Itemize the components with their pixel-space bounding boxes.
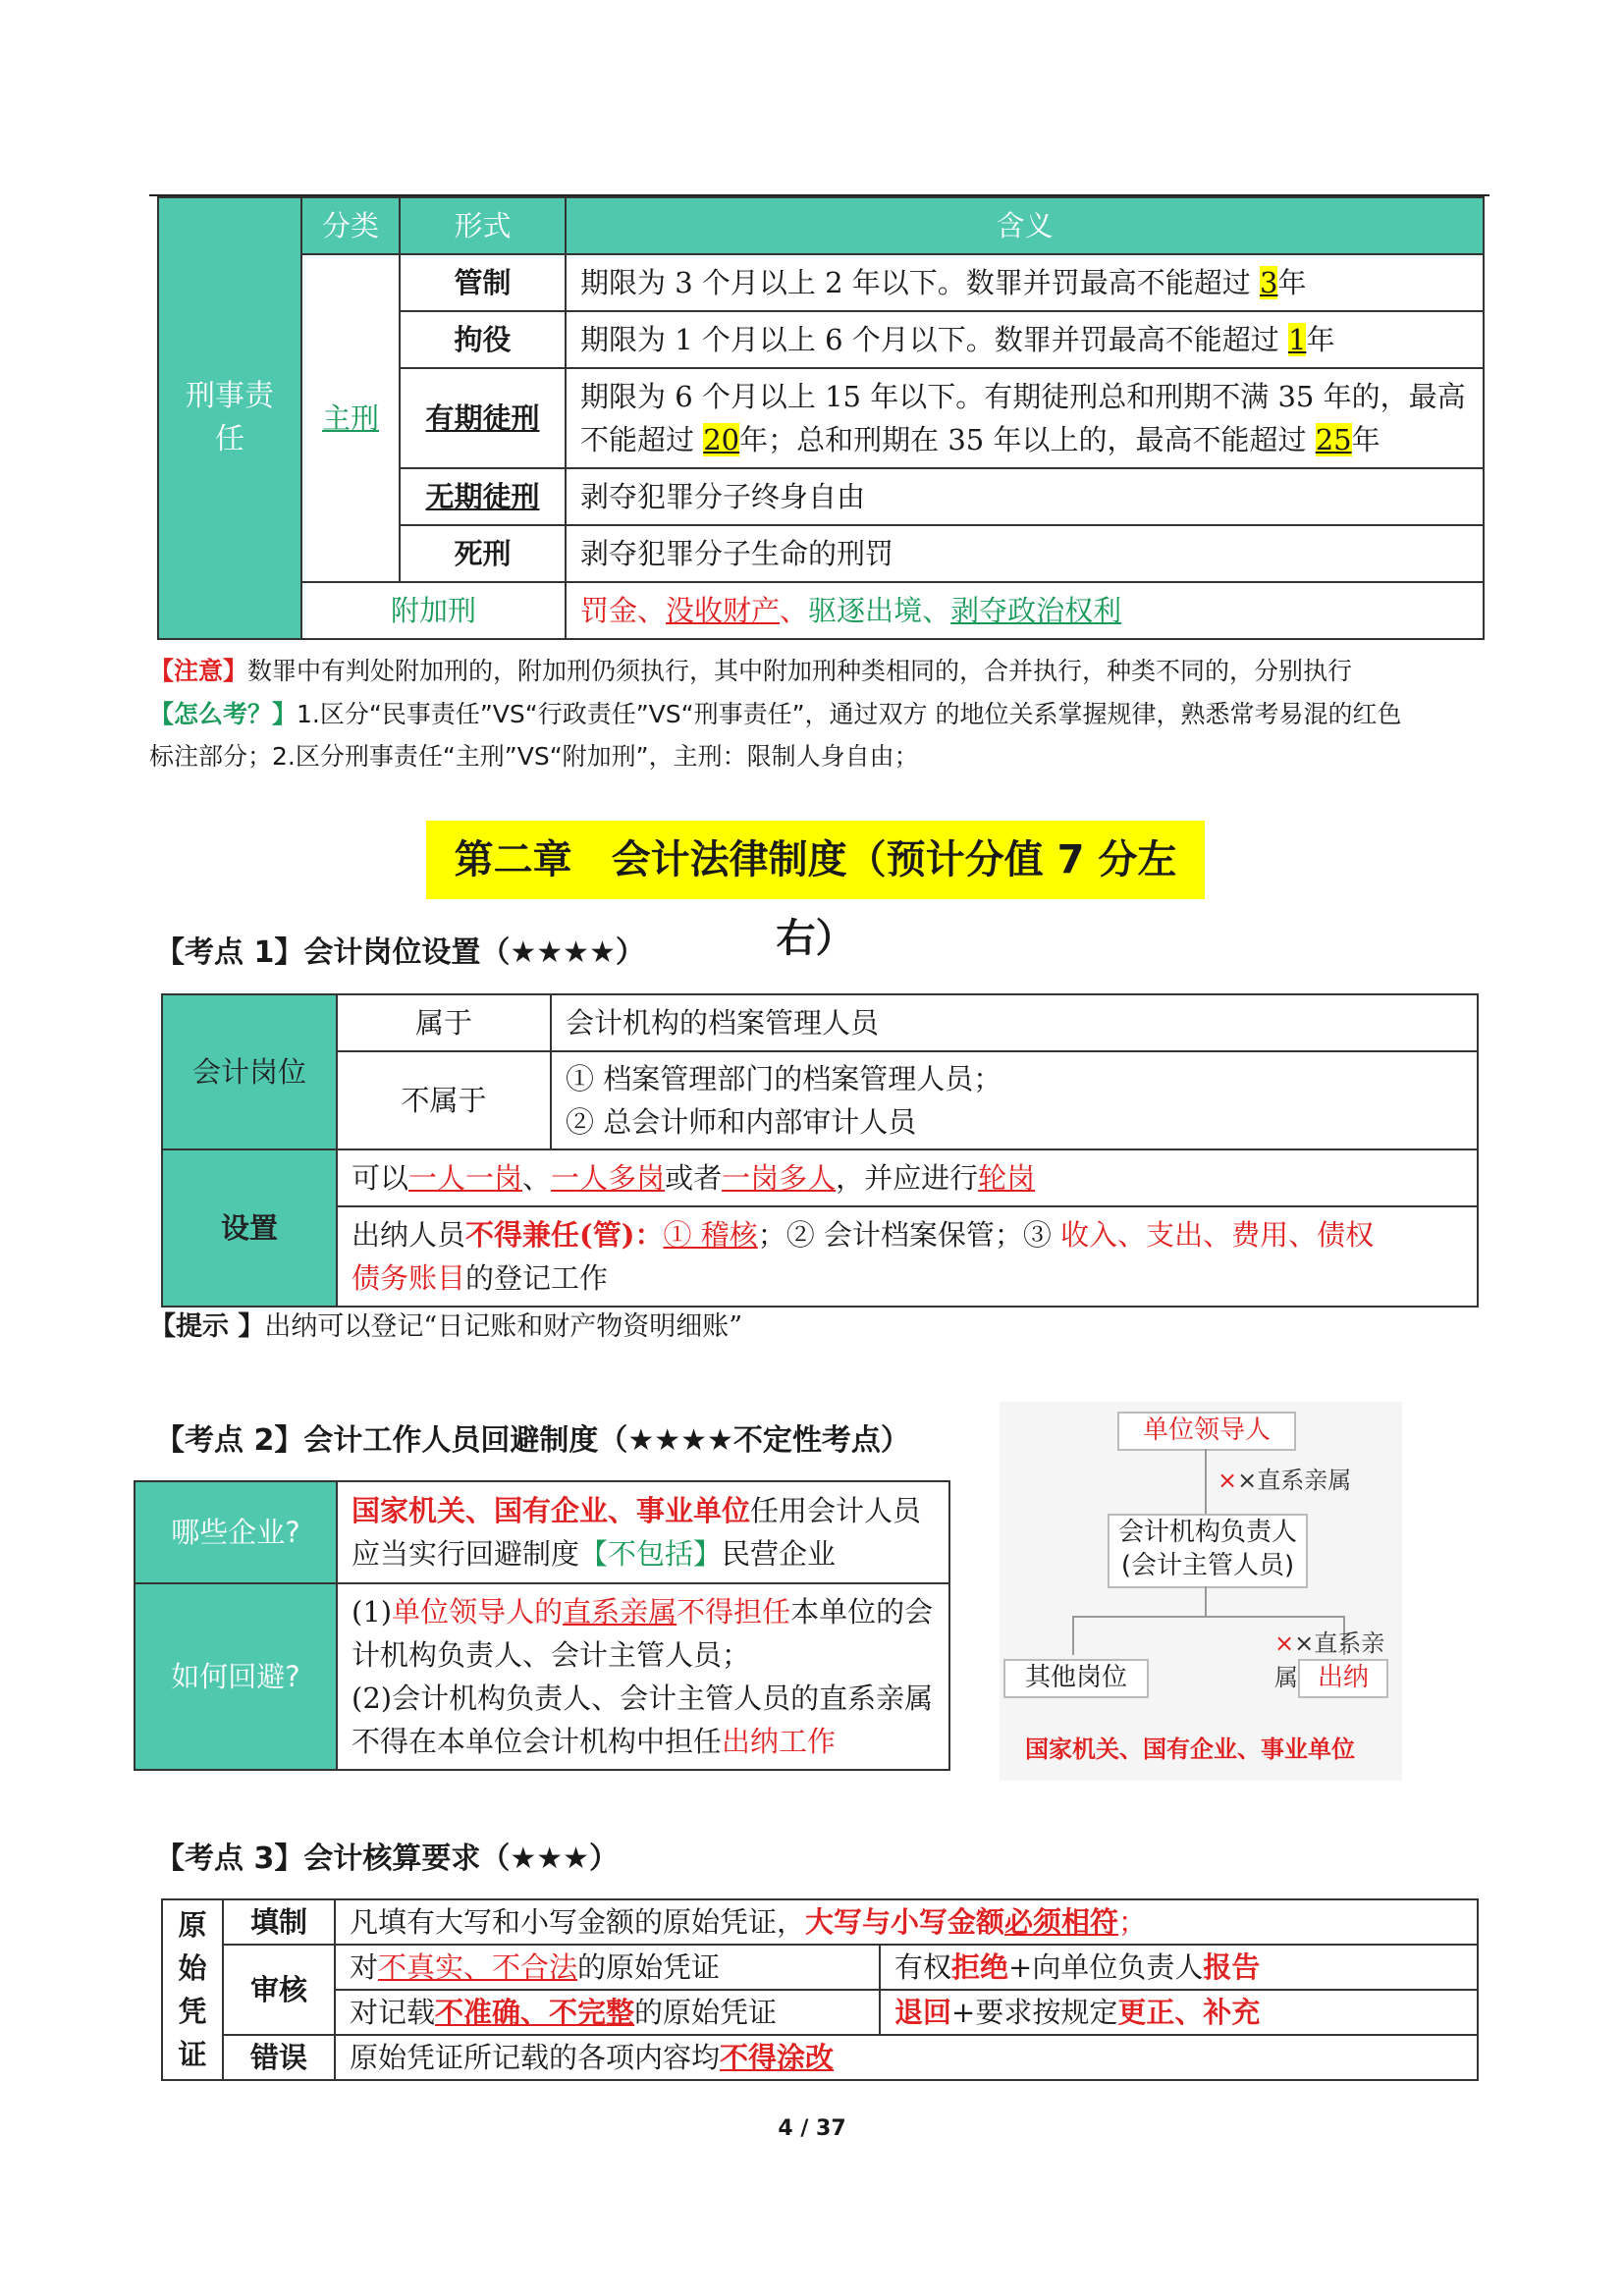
additional-label: 附加刑 <box>301 582 566 639</box>
flow-rel-1: ××直系亲属 <box>1218 1467 1352 1494</box>
additional-items: 罚金、没收财产、驱逐出境、剥夺政治权利 <box>566 582 1484 639</box>
flow-caption: 国家机关、国有企业、事业单位 <box>1025 1735 1355 1763</box>
category-main: 主刑 <box>301 254 400 582</box>
flow-left-line <box>1072 1616 1074 1655</box>
kp3-err-label: 错误 <box>223 2035 335 2080</box>
meaning-guanzhi: 期限为 3 个月以上 2 年以下。数罪并罚最高不能超过 3年 <box>566 254 1484 311</box>
meaning-wuqi: 剥夺犯罪分子终身自由 <box>566 468 1484 525</box>
kp1-tip: 【提示 】出纳可以登记“日记账和财产物资明细账” <box>149 1311 743 1342</box>
meaning-sixing: 剥夺犯罪分子生命的刑罚 <box>566 525 1484 582</box>
kp1-table <box>161 993 1479 1308</box>
kp3-fill: 凡填有大写和小写金额的原始凭证，大写与小写金额必须相符； <box>335 1899 1478 1945</box>
kp3-title: 【考点 3】会计核算要求（★★★） <box>155 1842 620 1876</box>
kp1-setting-1: 可以一人一岗、一人多岗或者一岗多人，并应进行轮岗 <box>337 1149 1478 1206</box>
flow-left: 其他岗位 <box>1003 1659 1149 1698</box>
flow-mid: 会计机构负责人 (会计主管人员) <box>1108 1514 1308 1588</box>
kp3-table <box>161 1898 1479 2081</box>
form-guanzhi: 管制 <box>400 254 566 311</box>
kp3-audit-2: 对记载不准确、不完整的原始凭证 <box>335 1990 880 2035</box>
kp2-a2: (1)单位领导人的直系亲属不得担任本单位的会计机构负责人、会计主管人员； (2)会计机构负责人、会计主管人员的直系亲属不得在本单位会计机构中担任出纳工作 <box>337 1583 949 1770</box>
chapter-title: 第二章 会计法律制度（预计分值 7 分左右） <box>426 821 1205 899</box>
kp3-fill-label: 填制 <box>223 1899 335 1945</box>
penalty-side-label: 刑事责任 <box>158 197 301 639</box>
kp1-notbelong-value: ① 档案管理部门的档案管理人员； ② 总会计师和内部审计人员 <box>551 1051 1478 1149</box>
kp2-a1: 国家机关、国有企业、事业单位任用会计人员应当实行回避制度【不包括】民营企业 <box>337 1481 949 1583</box>
kp3-err: 原始凭证所记载的各项内容均不得涂改 <box>335 2035 1478 2080</box>
flow-branch <box>1072 1616 1345 1618</box>
kp1-belong-label: 属于 <box>337 994 551 1051</box>
form-youqi: 有期徒刑 <box>400 368 566 468</box>
kp2-table <box>134 1480 950 1771</box>
kp1-notbelong-label: 不属于 <box>337 1051 551 1149</box>
kp3-audit-1: 对不真实、不合法的原始凭证 <box>335 1945 880 1990</box>
meaning-youqi: 期限为 6 个月以上 15 年以下。有期徒刑总和刑期不满 35 年的，最高不能超过 20年；总和刑期在 35 年以上的，最高不能超过 25年 <box>566 368 1484 468</box>
kp2-q2: 如何回避? <box>135 1583 337 1770</box>
attention-note: 【注意】数罪中有判处附加刑的，附加刑仍须执行，其中附加刑种类相同的，合并执行，种类不同的，分别执行 <box>149 657 1353 685</box>
flow-rel-2: ××直系亲属 <box>1274 1629 1385 1691</box>
how-note: 【怎么考？】1.区分“民事责任”VS“行政责任”VS“刑事责任”，通过双方 的地位关系掌握规律，熟悉常考易混的红色 标注部分；2.区分刑事责任“主刑”VS“附加刑”，主刑：限制人身自由； <box>149 700 1402 771</box>
kp1-belong-value: 会计机构的档案管理人员 <box>551 994 1478 1051</box>
kp1-setting-label: 设置 <box>162 1149 337 1307</box>
avoidance-diagram <box>1000 1402 1402 1781</box>
header-category: 分类 <box>301 197 400 254</box>
kp1-title: 【考点 1】会计岗位设置（★★★★） <box>155 935 645 970</box>
header-meaning: 含义 <box>566 197 1484 254</box>
kp3-audit-2-action: 退回+要求按规定更正、补充 <box>880 1990 1478 2035</box>
flow-arrow-1 <box>1205 1449 1207 1514</box>
form-sixing: 死刑 <box>400 525 566 582</box>
flow-arrow-2 <box>1205 1586 1207 1616</box>
kp2-q1: 哪些企业? <box>135 1481 337 1583</box>
kp1-post-label: 会计岗位 <box>162 994 337 1149</box>
form-juyi: 拘役 <box>400 311 566 368</box>
page-number: 4 / 37 <box>778 2116 846 2141</box>
meaning-juyi: 期限为 1 个月以上 6 个月以下。数罪并罚最高不能超过 1年 <box>566 311 1484 368</box>
kp3-audit-1-action: 有权拒绝+向单位负责人报告 <box>880 1945 1478 1990</box>
header-form: 形式 <box>400 197 566 254</box>
kp3-side: 原 始 凭 证 <box>162 1899 223 2080</box>
flow-right: 出纳 <box>1298 1659 1388 1698</box>
kp2-title: 【考点 2】会计工作人员回避制度（★★★★不定性考点） <box>155 1423 910 1458</box>
penalty-table <box>157 196 1485 640</box>
flow-top: 单位领导人 <box>1117 1412 1296 1451</box>
kp3-audit-label: 审核 <box>223 1945 335 2035</box>
form-wuqi: 无期徒刑 <box>400 468 566 525</box>
kp1-setting-2: 出纳人员不得兼任(管)：① 稽核；② 会计档案保管；③ 收入、支出、费用、债权 债务账目的登记工作 <box>337 1206 1478 1307</box>
